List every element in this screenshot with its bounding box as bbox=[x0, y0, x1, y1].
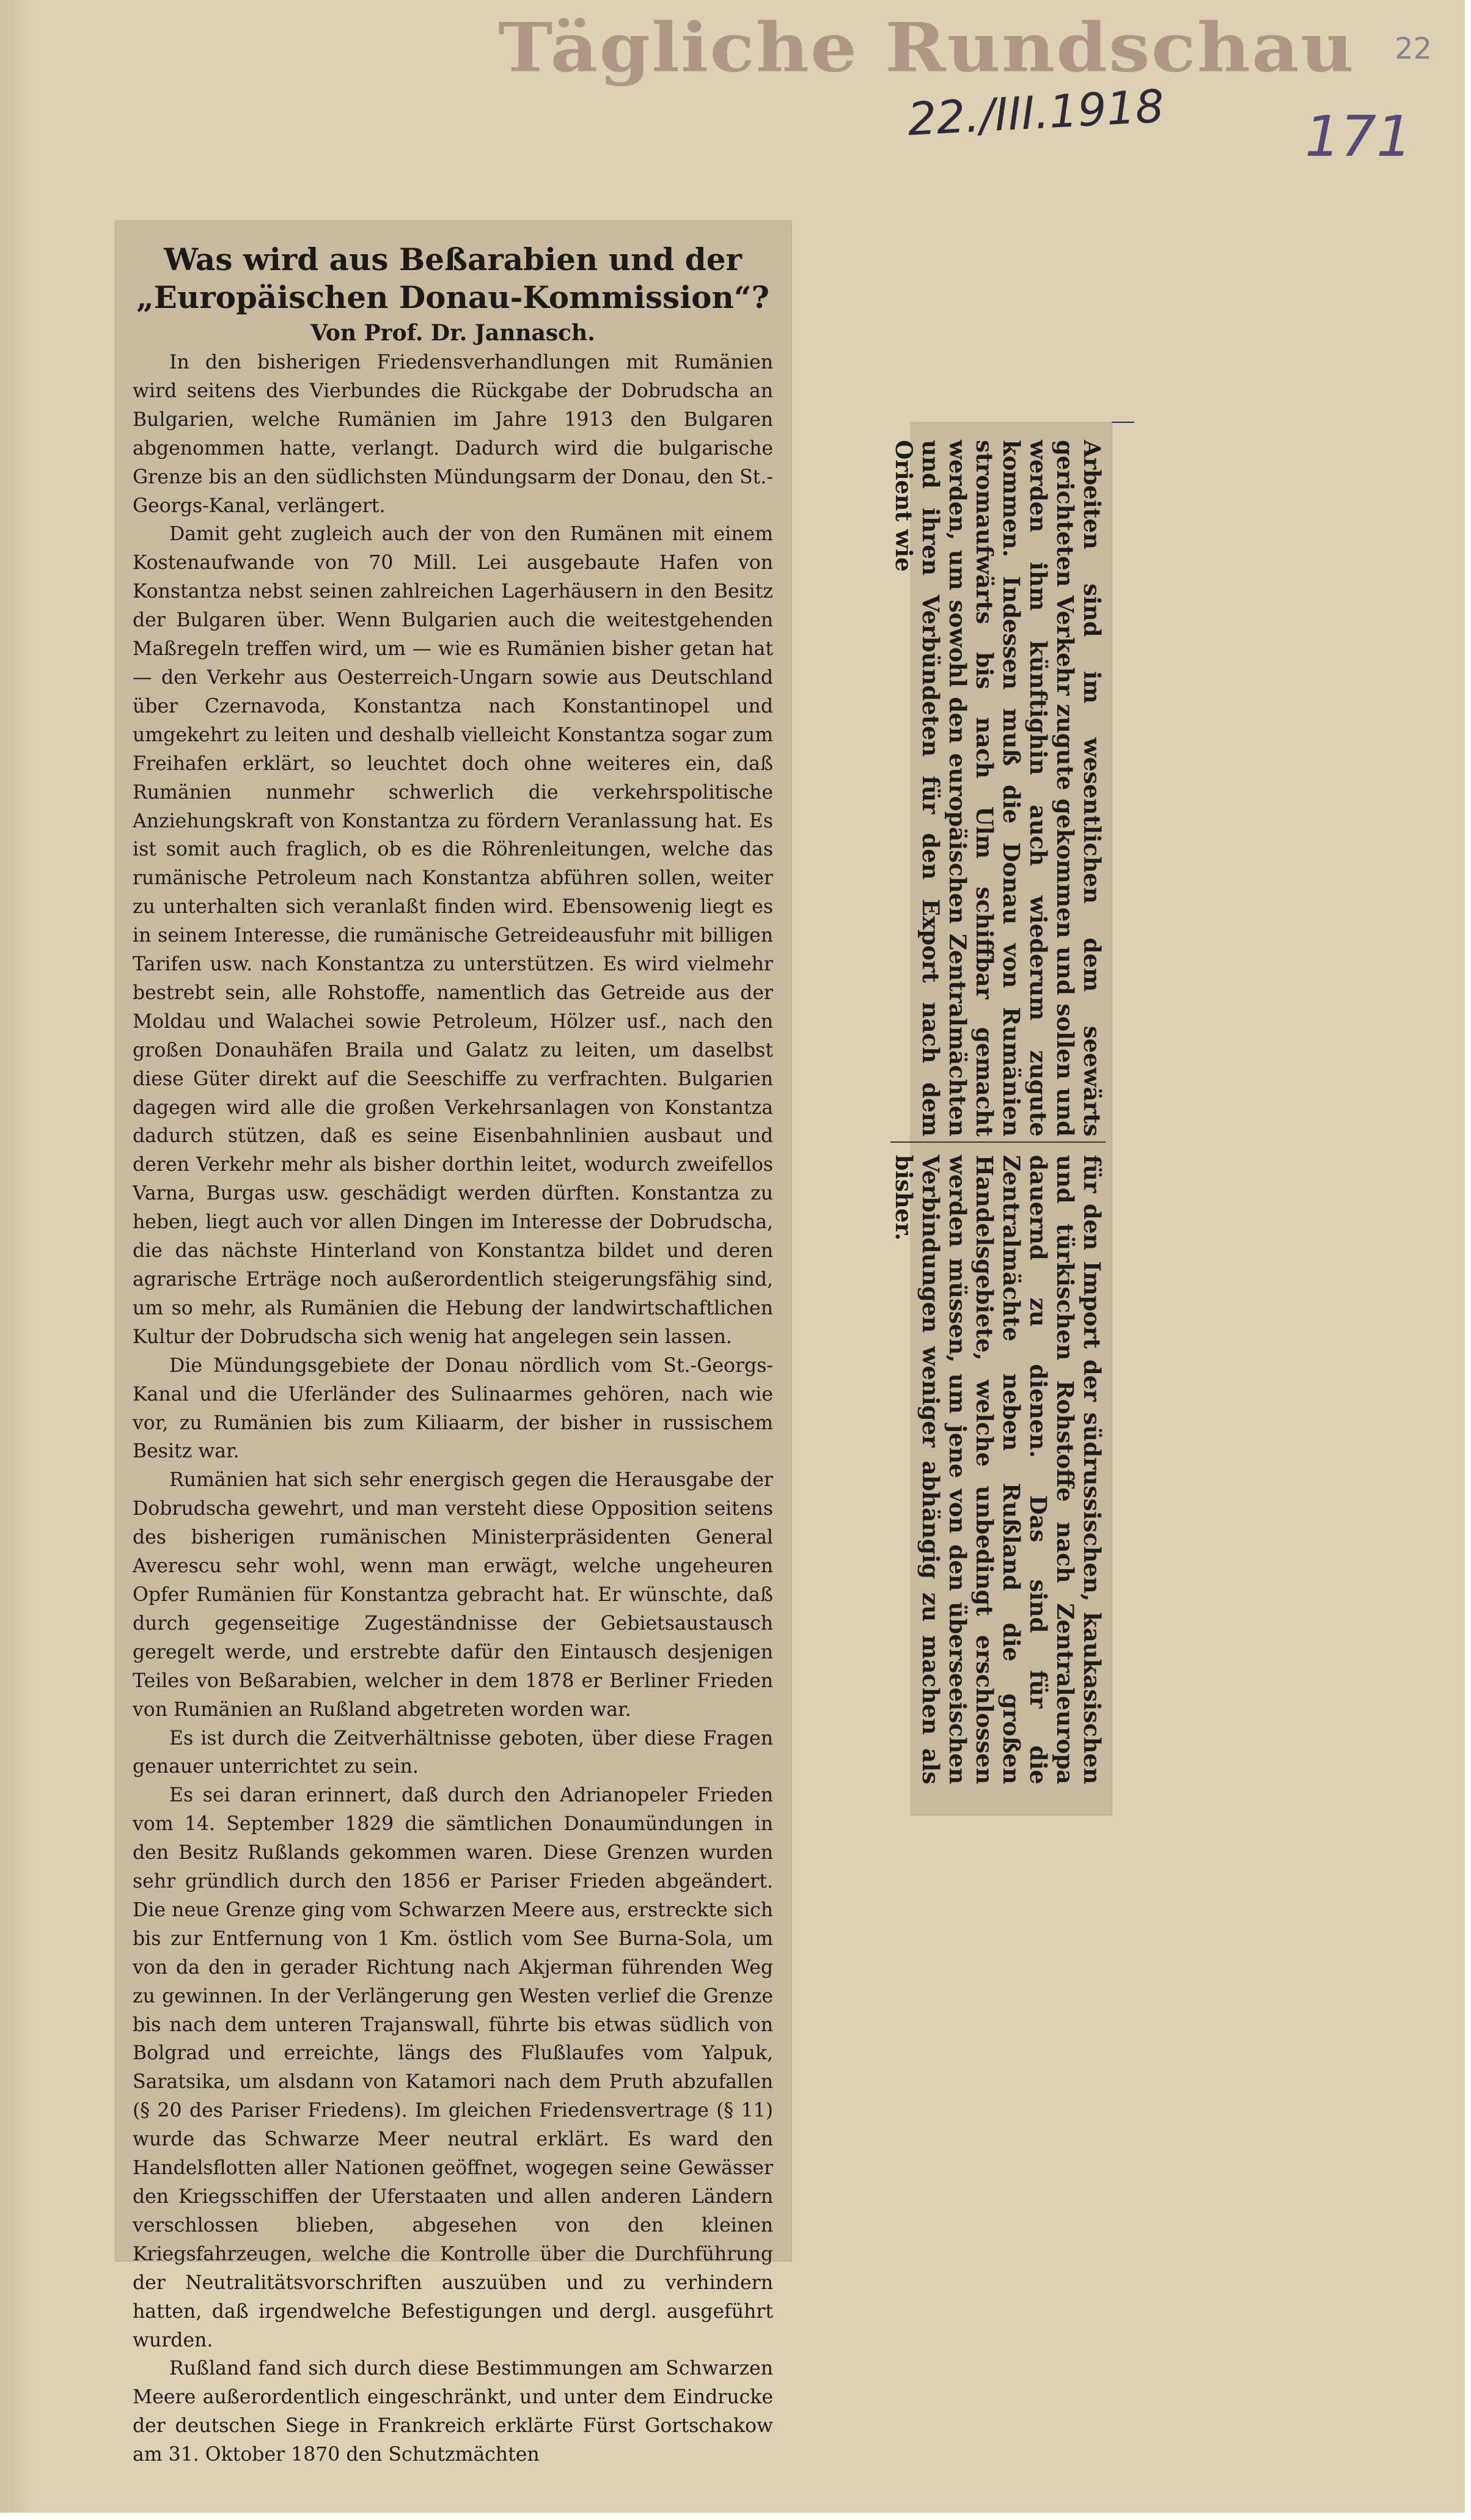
side-column-2: für den Import der südrussischen, kaukasischen und türkischen Rohstoffe nach Zentraleuropa dauernd zu dienen. Das sind für die Zentralmächte neben Rußland die großen Handelsgebiete, welche unbedingt erschlossen werden müssen, um jene von den überseeischen Verbindungen weniger abhängig zu machen als bisher. bbox=[890, 1141, 1106, 1784]
handwritten-catalog-number: 171 bbox=[1305, 104, 1412, 169]
handwritten-date: 22./III.1918 bbox=[906, 80, 1165, 146]
article-clipping bbox=[114, 220, 791, 2466]
pencil-page-number: 22 bbox=[1395, 32, 1432, 66]
newspaper-masthead: Tägliche Rundschau bbox=[498, 8, 1355, 88]
article-paragraph: Es ist durch die Zeitverhältnisse geboten, über diese Fragen genauer unterrichtet zu sein. bbox=[133, 1727, 773, 1778]
article-paragraph: Es sei daran erinnert, daß durch den Adrianopeler Frieden vom 14. September 1829 die sämtlichen Donaumündungen in den Besitz Rußlands gekommen waren. Diese Grenzen wurden sehr gründlich durch den 1856 er Pariser Frieden abgeändert. Die neue Grenze ging vom Schwarzen Meere aus, erstreckte sich bis zur Entfernung von 1 Km. östlich vom See Burna-Sola, um von da den in gerader Richtung nach Akjerman führenden Weg zu gewinnen. In der Verlängerung gen Westen verlief die Grenze bis nach dem unteren Trajanswall, führte bis etwas südlich von Bolgrad und erreichte, längs des Flußlaufes vom Yalpuk, Saratsika, um alsdann von Katamori nach dem Pruth abzufallen (§ 20 des Pariser Friedens). Im gleichen Friedensvertrage (§ 11) wurde das Schwarze Meer neutral erklärt. Es ward den Handelsflotten aller Nationen geöffnet, wogegen seine Gewässer den Kriegsschiffen der Uferstaaten und allen anderen Ländern verschlossen blieben, abgesehen von den kleinen Kriegsfahrzeugen, welche die Kontrolle über die Durchführung der Neutralitätsvorschriften auszuüben und zu verhindern hatten, daß irgendwelche Befestigungen und dergl. ausgeführt wurden. bbox=[133, 1784, 773, 2351]
headline-line-2: „Europäischen Donau-Kommission“? bbox=[136, 279, 769, 315]
article-byline: Von Prof. Dr. Jannasch. bbox=[310, 320, 595, 346]
article-paragraph: In den bisherigen Friedensverhandlungen mit Rumänien wird seitens des Vierbundes die Rückgabe der Dobrudscha an Bulgarien, welche Rumänien im Jahre 1913 den Bulgaren abgenommen hatte, verlangt. Dadurch wird die bulgarische Grenze bis an den südlichsten Mündungsarm der Donau, den St.-Georgs-Kanal, verlängert. bbox=[133, 351, 773, 517]
article-paragraph: Die Mündungsgebiete der Donau nördlich vom St.-Georgs-Kanal und die Uferländer des Sulinaarmes gehören, nach wie vor, zu Rumänien bis zum Kiliaarm, der bisher in russischem Besitz war. bbox=[133, 1354, 773, 1463]
article-paragraph: Damit geht zugleich auch der von den Rumänen mit einem Kostenaufwande von 70 Mill. Lei ausgebaute Hafen von Konstantza nebst seinen zahlreichen Lagerhäusern in den Besitz der Bulgaren über. Wenn Bulgarien auch die weitestgehenden Maßregeln treffen wird, um — wie es Rumänien bisher getan hat — den Verkehr aus Oesterreich-Ungarn sowie aus Deutschland über Czernavoda, Konstantza nach Konstantinopel und umgekehrt zu leiten und deshalb vielleicht Konstantza sogar zum Freihafen erklärt, so leuchtet doch ohne weiteres ein, daß Rumänien nunmehr schwerlich die verkehrspolitische Anziehungskraft von Konstantza zu fördern Veranlassung hat. Es ist somit auch fraglich, ob es die Röhrenleitungen, welche das rumänische Petroleum nach Konstantza abführen sollen, weiter zu unterhalten sich veranlaßt finden wird. Ebensowenig liegt es in seinem Interesse, die rumänische Getreideausfuhr mit billigen Tarifen usw. nach Konstantza zu unterstützen. Es wird vielmehr bestrebt sein, alle Rohstoffe, namentlich das Getreide aus der Moldau und Walachei sowie Petroleum, Hölzer usf., nach den großen Donauhäfen Braila und Galatz zu leiten, um daselbst diese Güter direkt auf die Seeschiffe zu verfrachten. Bulgarien dagegen wird alle die großen Verkehrsanlagen von Konstantza dadurch stützen, daß es seine Eisenbahnlinien ausbaut und deren Verkehr mehr als bisher dorthin leitet, wodurch zweifellos Varna, Burgas usw. geschädigt werden dürften. Konstantza zu heben, liegt auch vor allen Dingen im Interesse der Dobrudscha, die das nächste Hinterland von Konstantza bildet und deren agrarische Erträge noch außerordentlich steigerungsfähig sind, um so mehr, als Rumänien die Hebung der landwirtschaftlichen Kultur der Dobrudscha sich wenig hat angelegen sein lassen. bbox=[133, 523, 773, 1348]
article-headline bbox=[133, 241, 773, 317]
side-clipping-text bbox=[890, 422, 1112, 1815]
side-clipping bbox=[890, 422, 1112, 1815]
side-column-1: Arbeiten sind im wesentlichen dem seewärts gerichteten Verkehr zugute gekommen und sollen und werden ihm künftighin auch wiederum zugute kommen. Indessen muß die Donau von Rumänien stromaufwärts bis nach Ulm schiffbar gemacht werden, um sowohl den europäischen Zentralmächten und ihren Verbündeten für den Export nach dem Orient wie bbox=[890, 440, 1106, 1137]
article-paragraph: Rußland fand sich durch diese Bestimmungen am Schwarzen Meere außerordentlich eingeschränkt, und unter dem Eindrucke der deutschen Siege in Frankreich erklärte Fürst Gortschakow am 31. Oktober 1870 den Schutzmächten bbox=[133, 2357, 773, 2466]
article-paragraph: Rumänien hat sich sehr energisch gegen die Herausgabe der Dobrudscha gewehrt, und man versteht diese Opposition seitens des bisherigen rumänischen Ministerpräsidenten General Averescu sehr wohl, wenn man erwägt, welche ungeheuren Opfer Rumänien für Konstantza gebracht hat. Er wünschte, daß durch gegenseitige Zugeständnisse der Gebietsaustausch geregelt werde, und erstrebte dafür den Eintausch desjenigen Teiles von Beßarabien, welcher in dem 1878 er Berliner Frieden von Rumänien an Rußland abgetreten worden war. bbox=[133, 1469, 773, 1721]
headline-line-1: Was wird aus Beßarabien und der bbox=[164, 241, 742, 277]
